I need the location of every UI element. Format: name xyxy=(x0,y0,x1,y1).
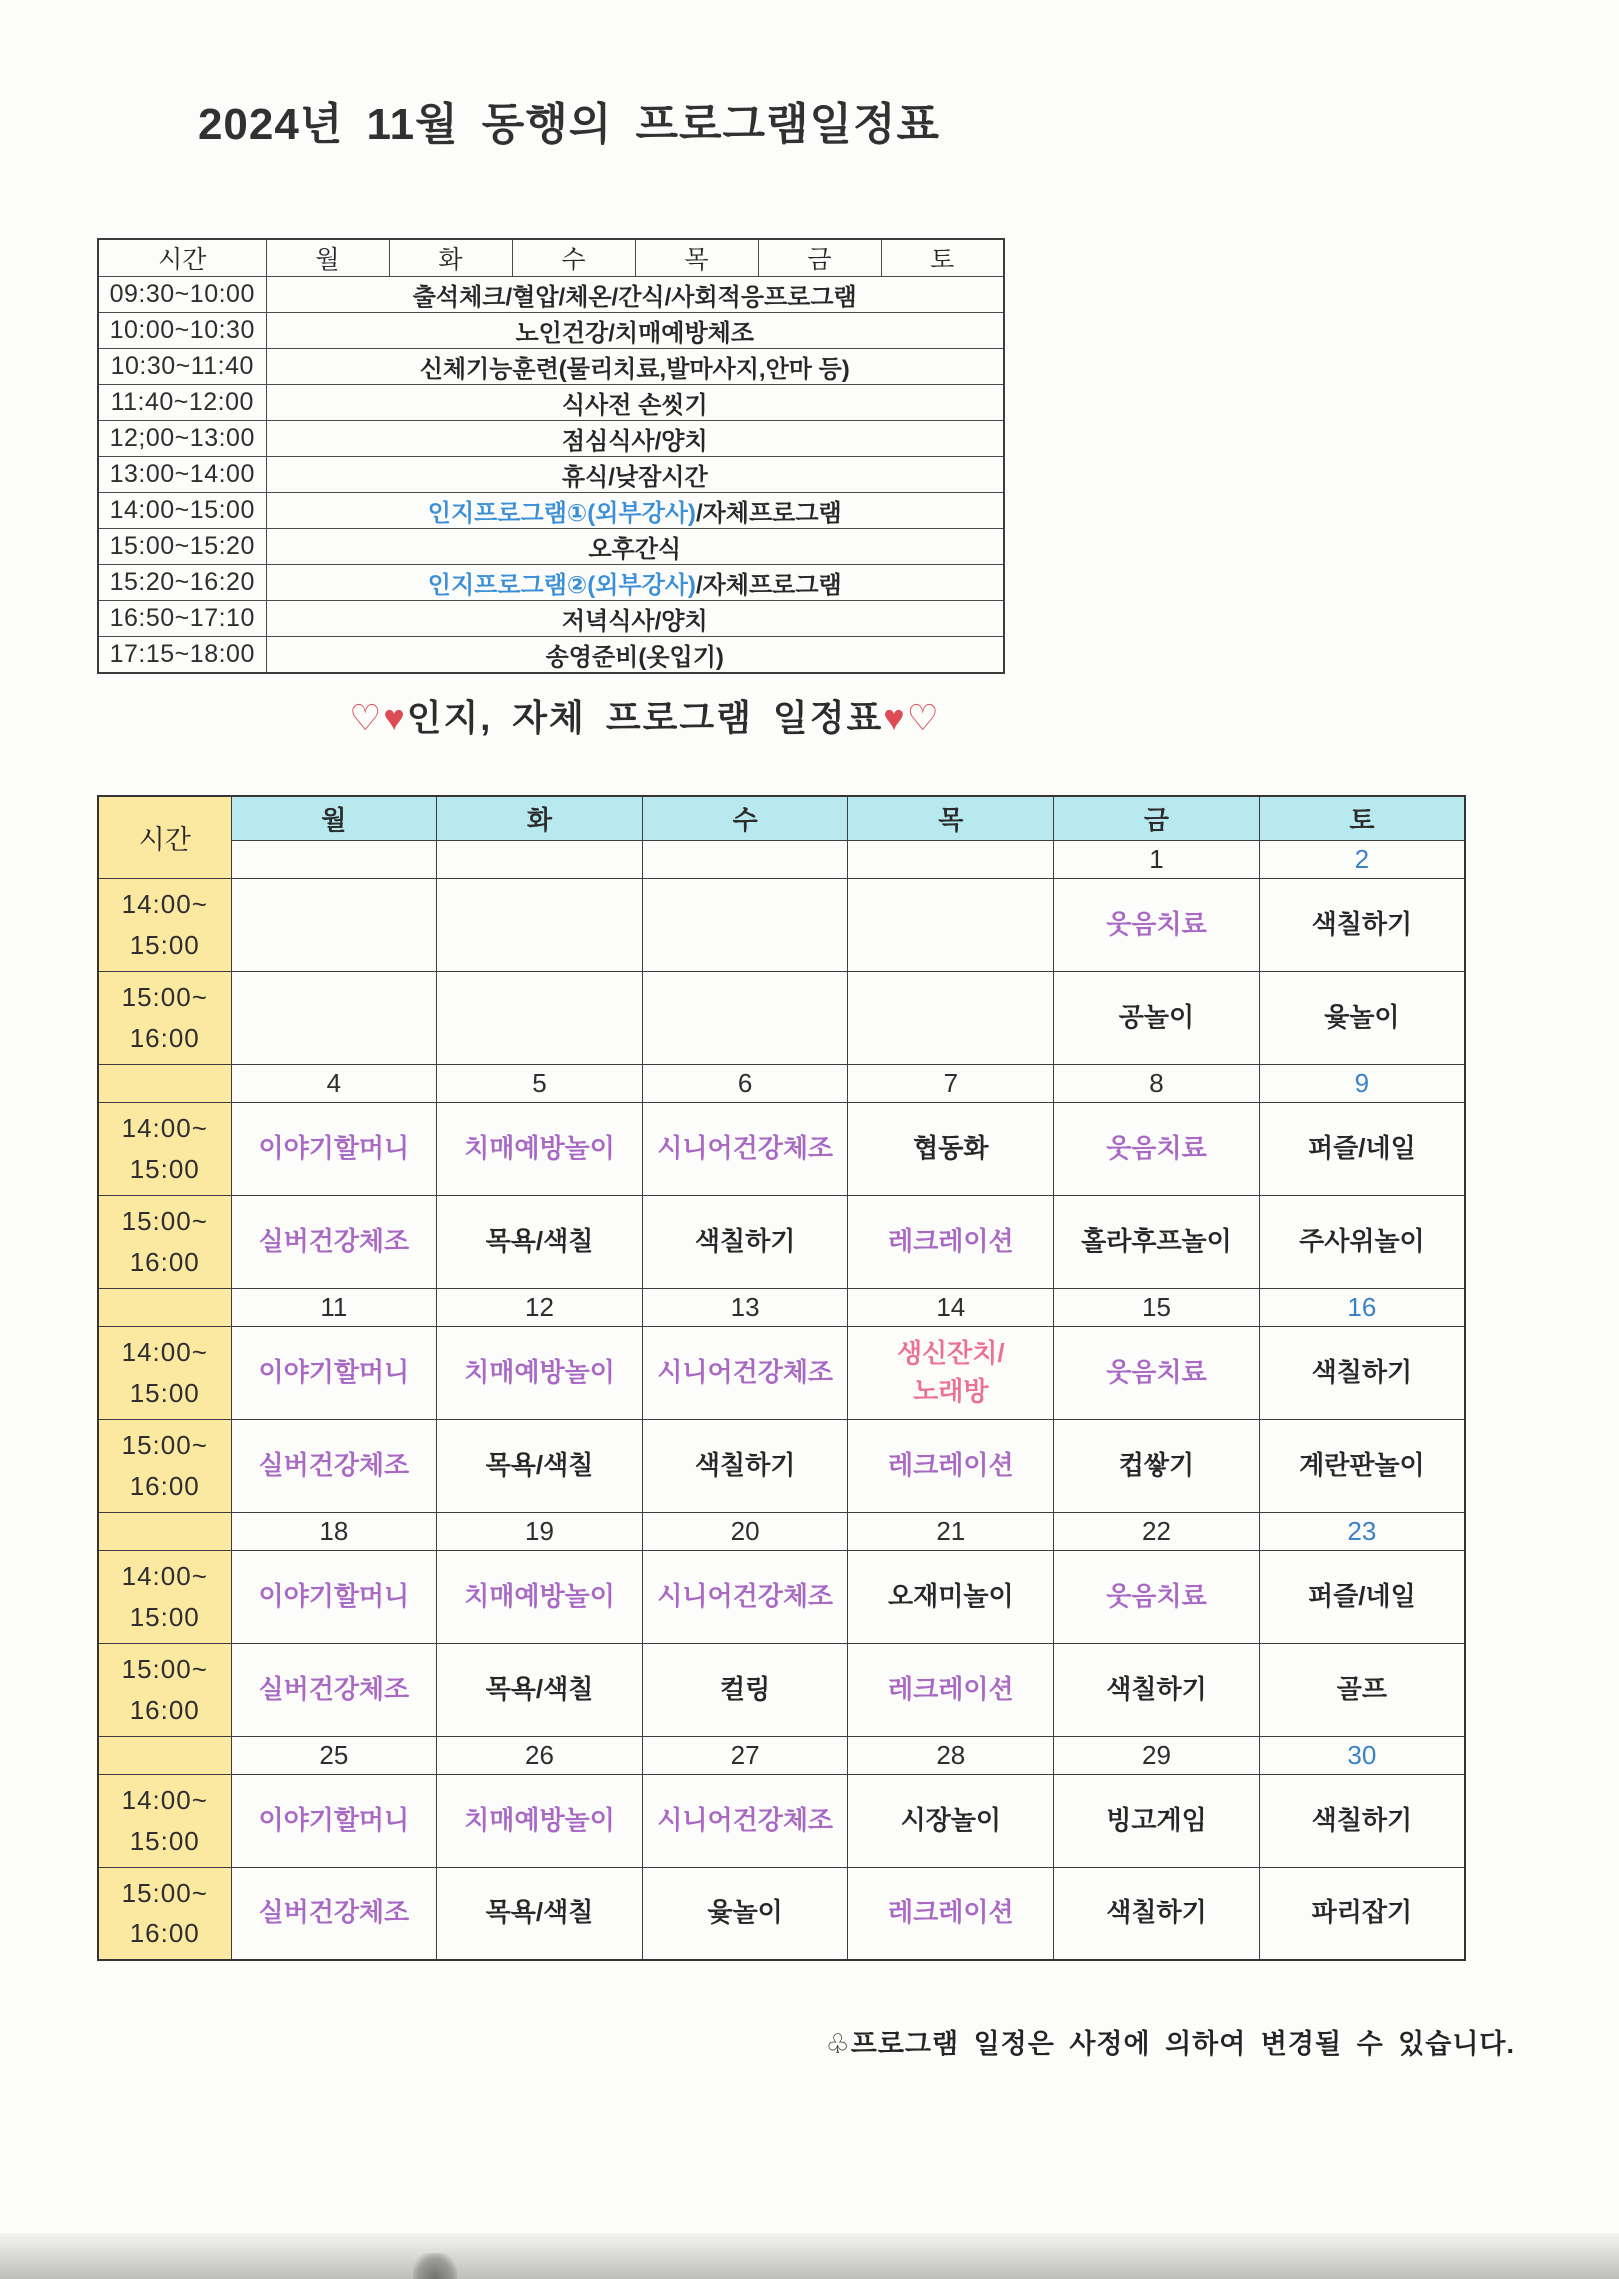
monthly-header-time: 시간 xyxy=(98,796,231,878)
time-slot-line2: 15:00 xyxy=(129,1377,200,1408)
time-slot-line1: 14:00~ xyxy=(121,1561,208,1592)
week-slot1-row xyxy=(98,1550,1465,1643)
section-title-text: 인지, 자체 프로그램 일정표 xyxy=(406,697,884,738)
activity-text: 이야기할머니 xyxy=(258,1356,410,1387)
activity-text: 계란판놀이 xyxy=(1299,1449,1425,1480)
activity-text: 이야기할머니 xyxy=(258,1804,410,1835)
date-cell-sat: 2 xyxy=(1259,840,1465,878)
date-cell-wed: 20 xyxy=(642,1512,848,1550)
activity-cell-tue xyxy=(437,1867,643,1960)
activity-text: 색칠하기 xyxy=(1106,1673,1207,1704)
time-slot-line2: 16:00 xyxy=(129,1022,200,1053)
activity-cell-sat xyxy=(1259,1867,1465,1960)
time-cell: 15:20~16:20 xyxy=(98,565,266,601)
week-slot1-row xyxy=(98,1326,1465,1419)
time-cell: 16:50~17:10 xyxy=(98,601,266,637)
activity-text: 웃음치료 xyxy=(1106,1356,1207,1387)
activity-text: 웃음치료 xyxy=(1106,1580,1207,1611)
activity-text: 노인건강/치매예방체조 xyxy=(515,320,754,347)
activity-cell xyxy=(266,493,1004,529)
activity-cell-tue xyxy=(437,1326,643,1419)
date-cell-fri: 22 xyxy=(1054,1512,1260,1550)
activity-text: 시니어건강체조 xyxy=(657,1580,834,1611)
week-slot2-row xyxy=(98,1419,1465,1512)
date-cell-mon: 11 xyxy=(231,1288,437,1326)
activity-text: 색칠하기 xyxy=(1311,1356,1413,1387)
activity-cell-tue xyxy=(437,878,643,971)
activity-text: 송영준비(옷입기) xyxy=(545,644,724,671)
time-slot-line1: 15:00~ xyxy=(121,1877,208,1908)
activity-cell-mon xyxy=(231,1550,437,1643)
activity-text: 시니어건강체조 xyxy=(657,1132,834,1163)
activity-cell-sat xyxy=(1259,1419,1465,1512)
time-slot-line2: 15:00 xyxy=(129,1825,200,1856)
time-cell: 09:30~10:00 xyxy=(98,277,266,313)
time-cell: 11:40~12:00 xyxy=(98,385,266,421)
time-slot-line2: 16:00 xyxy=(129,1470,200,1501)
activity-cell-thu xyxy=(848,1867,1054,1960)
week-slot2-row xyxy=(98,1643,1465,1736)
activity-cell-tue xyxy=(437,1195,643,1288)
activity-text: 이야기할머니 xyxy=(258,1580,410,1611)
activity-text: /자체프로그램 xyxy=(695,500,842,527)
activity-blue-text: 인지프로그램②(외부강사) xyxy=(427,572,696,599)
activity-cell-wed xyxy=(642,971,848,1064)
activity-cell-wed xyxy=(642,1419,848,1512)
daily-schedule-row xyxy=(98,385,1004,421)
scan-smudge xyxy=(413,2253,457,2279)
activity-text: 색칠하기 xyxy=(1106,1897,1207,1928)
activity-text: 이야기할머니 xyxy=(258,1132,410,1163)
activity-text: 협동화 xyxy=(913,1132,989,1163)
time-slot-line1: 15:00~ xyxy=(121,1430,208,1461)
date-cell-tue: 19 xyxy=(437,1512,643,1550)
activity-cell-tue xyxy=(437,1774,643,1867)
time-slot-line2: 16:00 xyxy=(129,1694,200,1725)
activity-cell-thu xyxy=(848,1102,1054,1195)
time-column-spacer xyxy=(98,1288,231,1326)
activity-cell-fri xyxy=(1054,878,1260,971)
date-cell-mon xyxy=(231,840,437,878)
activity-cell xyxy=(266,421,1004,457)
time-column-spacer xyxy=(98,1512,231,1550)
date-cell-wed xyxy=(642,840,848,878)
time-slot-line1: 14:00~ xyxy=(121,889,208,920)
date-cell-sat: 30 xyxy=(1259,1736,1465,1774)
time-cell: 10:30~11:40 xyxy=(98,349,266,385)
activity-cell-wed xyxy=(642,1195,848,1288)
daily-schedule-row xyxy=(98,601,1004,637)
date-cell-tue xyxy=(437,840,643,878)
monthly-header-thu: 목 xyxy=(848,796,1054,840)
activity-cell xyxy=(266,457,1004,493)
daily-schedule-row xyxy=(98,493,1004,529)
date-cell-mon: 25 xyxy=(231,1736,437,1774)
daily-header-row xyxy=(98,239,1004,277)
time-slot-line1: 15:00~ xyxy=(121,982,208,1013)
date-cell-sat: 23 xyxy=(1259,1512,1465,1550)
time-slot-cell xyxy=(98,971,231,1064)
activity-text: 파리잡기 xyxy=(1311,1897,1413,1928)
week-slot2-row xyxy=(98,971,1465,1064)
daily-header-sat: 토 xyxy=(881,239,1004,277)
date-cell-thu: 28 xyxy=(848,1736,1054,1774)
activity-text: 식사전 손씻기 xyxy=(561,392,708,419)
activity-text: 웃음치료 xyxy=(1106,908,1207,939)
monthly-header-mon: 월 xyxy=(231,796,437,840)
activity-cell xyxy=(266,313,1004,349)
week-slot1-row xyxy=(98,1102,1465,1195)
daily-schedule-row xyxy=(98,529,1004,565)
monthly-header-sat: 토 xyxy=(1259,796,1465,840)
time-slot-line1: 14:00~ xyxy=(121,1337,208,1368)
activity-text-line2: 노래방 xyxy=(913,1375,989,1406)
daily-header-time: 시간 xyxy=(98,239,266,277)
time-slot-cell xyxy=(98,1195,231,1288)
week-date-row xyxy=(98,1736,1465,1774)
activity-text: 목욕/색칠 xyxy=(485,1897,594,1928)
activity-cell xyxy=(266,529,1004,565)
activity-cell-fri xyxy=(1054,1550,1260,1643)
activity-cell-sat xyxy=(1259,878,1465,971)
daily-header-mon: 월 xyxy=(266,239,389,277)
monthly-header-wed: 수 xyxy=(642,796,848,840)
activity-text: 퍼즐/네일 xyxy=(1308,1132,1416,1163)
activity-cell-thu xyxy=(848,1550,1054,1643)
activity-cell-fri xyxy=(1054,1867,1260,1960)
date-cell-wed: 27 xyxy=(642,1736,848,1774)
activity-text: 주사위놀이 xyxy=(1299,1225,1425,1256)
monthly-header-tue: 화 xyxy=(437,796,643,840)
date-cell-fri: 15 xyxy=(1054,1288,1260,1326)
activity-text: 생신잔치/ xyxy=(896,1337,1005,1368)
monthly-program-table xyxy=(97,795,1466,1961)
time-slot-line1: 14:00~ xyxy=(121,1113,208,1144)
date-cell-thu: 14 xyxy=(848,1288,1054,1326)
activity-cell-mon xyxy=(231,1643,437,1736)
daily-schedule-table xyxy=(97,238,1005,674)
activity-text: 시니어건강체조 xyxy=(657,1804,834,1835)
activity-text: 치매예방놀이 xyxy=(464,1356,615,1387)
activity-cell xyxy=(266,565,1004,601)
activity-cell-thu xyxy=(848,878,1054,971)
week-date-row xyxy=(98,1288,1465,1326)
footnote xyxy=(97,2022,1515,2061)
time-slot-line2: 15:00 xyxy=(129,1153,200,1184)
daily-table-body xyxy=(98,277,1004,674)
activity-cell xyxy=(266,637,1004,674)
activity-cell xyxy=(266,601,1004,637)
activity-text: 오후간식 xyxy=(588,536,682,563)
activity-text: 시니어건강체조 xyxy=(657,1356,834,1387)
activity-cell-thu xyxy=(848,1195,1054,1288)
activity-cell-sat xyxy=(1259,1774,1465,1867)
activity-cell-mon xyxy=(231,971,437,1064)
activity-text: 퍼즐/네일 xyxy=(1308,1580,1416,1611)
time-slot-cell xyxy=(98,1102,231,1195)
daily-schedule-row xyxy=(98,637,1004,674)
activity-cell-fri xyxy=(1054,1774,1260,1867)
date-cell-thu: 21 xyxy=(848,1512,1054,1550)
activity-text: 목욕/색칠 xyxy=(485,1673,594,1704)
activity-text: 실버건강체조 xyxy=(258,1449,410,1480)
activity-text: 치매예방놀이 xyxy=(464,1132,615,1163)
activity-cell-mon xyxy=(231,1195,437,1288)
week-slot2-row xyxy=(98,1867,1465,1960)
activity-cell-thu xyxy=(848,1643,1054,1736)
time-slot-cell xyxy=(98,1867,231,1960)
activity-text: 빙고게임 xyxy=(1106,1804,1207,1835)
time-slot-cell xyxy=(98,1419,231,1512)
time-column-spacer xyxy=(98,1736,231,1774)
activity-cell-wed xyxy=(642,1643,848,1736)
activity-text: 출석체크/혈압/체온/간식/사회적응프로그램 xyxy=(412,284,857,311)
activity-text: 색칠하기 xyxy=(1311,908,1413,939)
date-cell-thu xyxy=(848,840,1054,878)
monthly-table-body xyxy=(98,796,1465,1960)
activity-cell-sat xyxy=(1259,1102,1465,1195)
activity-text: 색칠하기 xyxy=(1311,1804,1413,1835)
week-date-row xyxy=(98,1064,1465,1102)
activity-text: 신체기능훈련(물리치료,발마사지,안마 등) xyxy=(419,356,850,383)
activity-cell-mon xyxy=(231,1774,437,1867)
activity-cell xyxy=(266,349,1004,385)
activity-cell-wed xyxy=(642,1867,848,1960)
time-slot-cell xyxy=(98,1550,231,1643)
activity-cell-thu xyxy=(848,971,1054,1064)
activity-cell-thu xyxy=(848,1326,1054,1419)
time-slot-line2: 16:00 xyxy=(129,1246,200,1277)
activity-text: 색칠하기 xyxy=(694,1225,796,1256)
time-slot-line1: 14:00~ xyxy=(121,1785,208,1816)
week-slot1-row xyxy=(98,878,1465,971)
club-icon: ♧ xyxy=(825,2029,851,2059)
monthly-header-row xyxy=(98,796,1465,840)
activity-text: 실버건강체조 xyxy=(258,1225,410,1256)
activity-text: 실버건강체조 xyxy=(258,1897,410,1928)
time-slot-line1: 15:00~ xyxy=(121,1654,208,1685)
time-cell: 12;00~13:00 xyxy=(98,421,266,457)
activity-cell-mon xyxy=(231,1326,437,1419)
activity-cell-thu xyxy=(848,1774,1054,1867)
daily-header-tue: 화 xyxy=(389,239,512,277)
activity-text: 공놀이 xyxy=(1118,1001,1195,1032)
activity-cell-fri xyxy=(1054,1419,1260,1512)
week-date-row xyxy=(98,1512,1465,1550)
page-title: 2024년 11월 동행의 프로그램일정표 xyxy=(197,100,941,149)
activity-cell-mon xyxy=(231,878,437,971)
time-column-spacer xyxy=(98,1064,231,1102)
activity-cell-mon xyxy=(231,1419,437,1512)
activity-text: 실버건강체조 xyxy=(258,1673,410,1704)
activity-blue-text: 인지프로그램①(외부강사) xyxy=(427,500,696,527)
activity-text: 목욕/색칠 xyxy=(485,1449,594,1480)
activity-text: 레크레이션 xyxy=(888,1225,1014,1256)
activity-cell-fri xyxy=(1054,971,1260,1064)
activity-text: 레크레이션 xyxy=(888,1897,1014,1928)
time-slot-line2: 15:00 xyxy=(129,929,200,960)
activity-cell-tue xyxy=(437,1643,643,1736)
date-cell-fri: 29 xyxy=(1054,1736,1260,1774)
activity-text: 레크레이션 xyxy=(888,1449,1014,1480)
daily-header-wed: 수 xyxy=(512,239,635,277)
activity-text: 오재미놀이 xyxy=(888,1580,1014,1611)
activity-cell-fri xyxy=(1054,1102,1260,1195)
time-slot-line1: 15:00~ xyxy=(121,1206,208,1237)
activity-cell-tue xyxy=(437,971,643,1064)
activity-text: 골프 xyxy=(1336,1673,1387,1704)
activity-cell-sat xyxy=(1259,1326,1465,1419)
time-slot-cell xyxy=(98,1643,231,1736)
activity-text: 시장놀이 xyxy=(900,1804,1002,1835)
date-cell-tue: 5 xyxy=(437,1064,643,1102)
activity-cell-fri xyxy=(1054,1195,1260,1288)
activity-text: 목욕/색칠 xyxy=(485,1225,594,1256)
week-slot1-row xyxy=(98,1774,1465,1867)
activity-text: 윷놀이 xyxy=(707,1897,783,1928)
activity-cell-thu xyxy=(848,1419,1054,1512)
activity-cell-sat xyxy=(1259,971,1465,1064)
activity-cell-wed xyxy=(642,1326,848,1419)
date-cell-tue: 26 xyxy=(437,1736,643,1774)
activity-cell-wed xyxy=(642,1550,848,1643)
date-cell-sat: 9 xyxy=(1259,1064,1465,1102)
activity-cell-tue xyxy=(437,1419,643,1512)
activity-text: 치매예방놀이 xyxy=(464,1804,615,1835)
activity-cell xyxy=(266,277,1004,313)
time-cell: 13:00~14:00 xyxy=(98,457,266,493)
activity-text: 윷놀이 xyxy=(1324,1001,1400,1032)
activity-text: 컵쌓기 xyxy=(1118,1449,1195,1480)
daily-schedule-row xyxy=(98,421,1004,457)
activity-text: 휴식/낮잠시간 xyxy=(561,464,708,491)
activity-text: 치매예방놀이 xyxy=(464,1580,615,1611)
daily-header-thu: 목 xyxy=(635,239,758,277)
week-slot2-row xyxy=(98,1195,1465,1288)
daily-schedule-row xyxy=(98,349,1004,385)
activity-cell-sat xyxy=(1259,1550,1465,1643)
date-cell-tue: 12 xyxy=(437,1288,643,1326)
time-slot-cell xyxy=(98,1774,231,1867)
scan-edge-band xyxy=(0,2233,1619,2279)
activity-cell xyxy=(266,385,1004,421)
date-cell-sat: 16 xyxy=(1259,1288,1465,1326)
daily-schedule-row xyxy=(98,277,1004,313)
activity-text: 레크레이션 xyxy=(888,1673,1014,1704)
date-cell-thu: 7 xyxy=(848,1064,1054,1102)
activity-text: 웃음치료 xyxy=(1106,1132,1207,1163)
time-cell: 10:00~10:30 xyxy=(98,313,266,349)
activity-cell-mon xyxy=(231,1102,437,1195)
hearts-right-icon: ♥♡ xyxy=(883,697,941,738)
activity-cell-wed xyxy=(642,878,848,971)
hearts-left-icon: ♡♥ xyxy=(349,697,407,738)
activity-cell-tue xyxy=(437,1102,643,1195)
time-slot-cell xyxy=(98,1326,231,1419)
daily-header-fri: 금 xyxy=(758,239,881,277)
activity-text: 색칠하기 xyxy=(694,1449,796,1480)
time-slot-cell xyxy=(98,878,231,971)
time-cell: 17:15~18:00 xyxy=(98,637,266,674)
activity-cell-mon xyxy=(231,1867,437,1960)
activity-text: 홀라후프놀이 xyxy=(1081,1225,1232,1256)
date-cell-mon: 18 xyxy=(231,1512,437,1550)
activity-cell-sat xyxy=(1259,1195,1465,1288)
footnote-text: 프로그램 일정은 사정에 의하여 변경될 수 있습니다. xyxy=(850,2029,1515,2059)
daily-schedule-row xyxy=(98,313,1004,349)
activity-text: 컬링 xyxy=(720,1673,771,1704)
date-cell-wed: 13 xyxy=(642,1288,848,1326)
activity-cell-fri xyxy=(1054,1326,1260,1419)
time-cell: 15:00~15:20 xyxy=(98,529,266,565)
activity-cell-tue xyxy=(437,1550,643,1643)
activity-cell-wed xyxy=(642,1102,848,1195)
week-date-row xyxy=(98,840,1465,878)
activity-cell-sat xyxy=(1259,1643,1465,1736)
activity-cell-wed xyxy=(642,1774,848,1867)
date-cell-fri: 1 xyxy=(1054,840,1260,878)
daily-schedule-row xyxy=(98,457,1004,493)
date-cell-wed: 6 xyxy=(642,1064,848,1102)
time-slot-line2: 16:00 xyxy=(129,1918,200,1949)
monthly-header-fri: 금 xyxy=(1054,796,1260,840)
time-cell: 14:00~15:00 xyxy=(98,493,266,529)
date-cell-mon: 4 xyxy=(231,1064,437,1102)
activity-text: 점심식사/양치 xyxy=(561,428,708,455)
section-title xyxy=(97,690,1193,741)
activity-cell-fri xyxy=(1054,1643,1260,1736)
activity-text: /자체프로그램 xyxy=(695,572,842,599)
activity-text: 저녁식사/양치 xyxy=(561,608,708,635)
daily-schedule-row xyxy=(98,565,1004,601)
time-slot-line2: 15:00 xyxy=(129,1601,200,1632)
date-cell-fri: 8 xyxy=(1054,1064,1260,1102)
